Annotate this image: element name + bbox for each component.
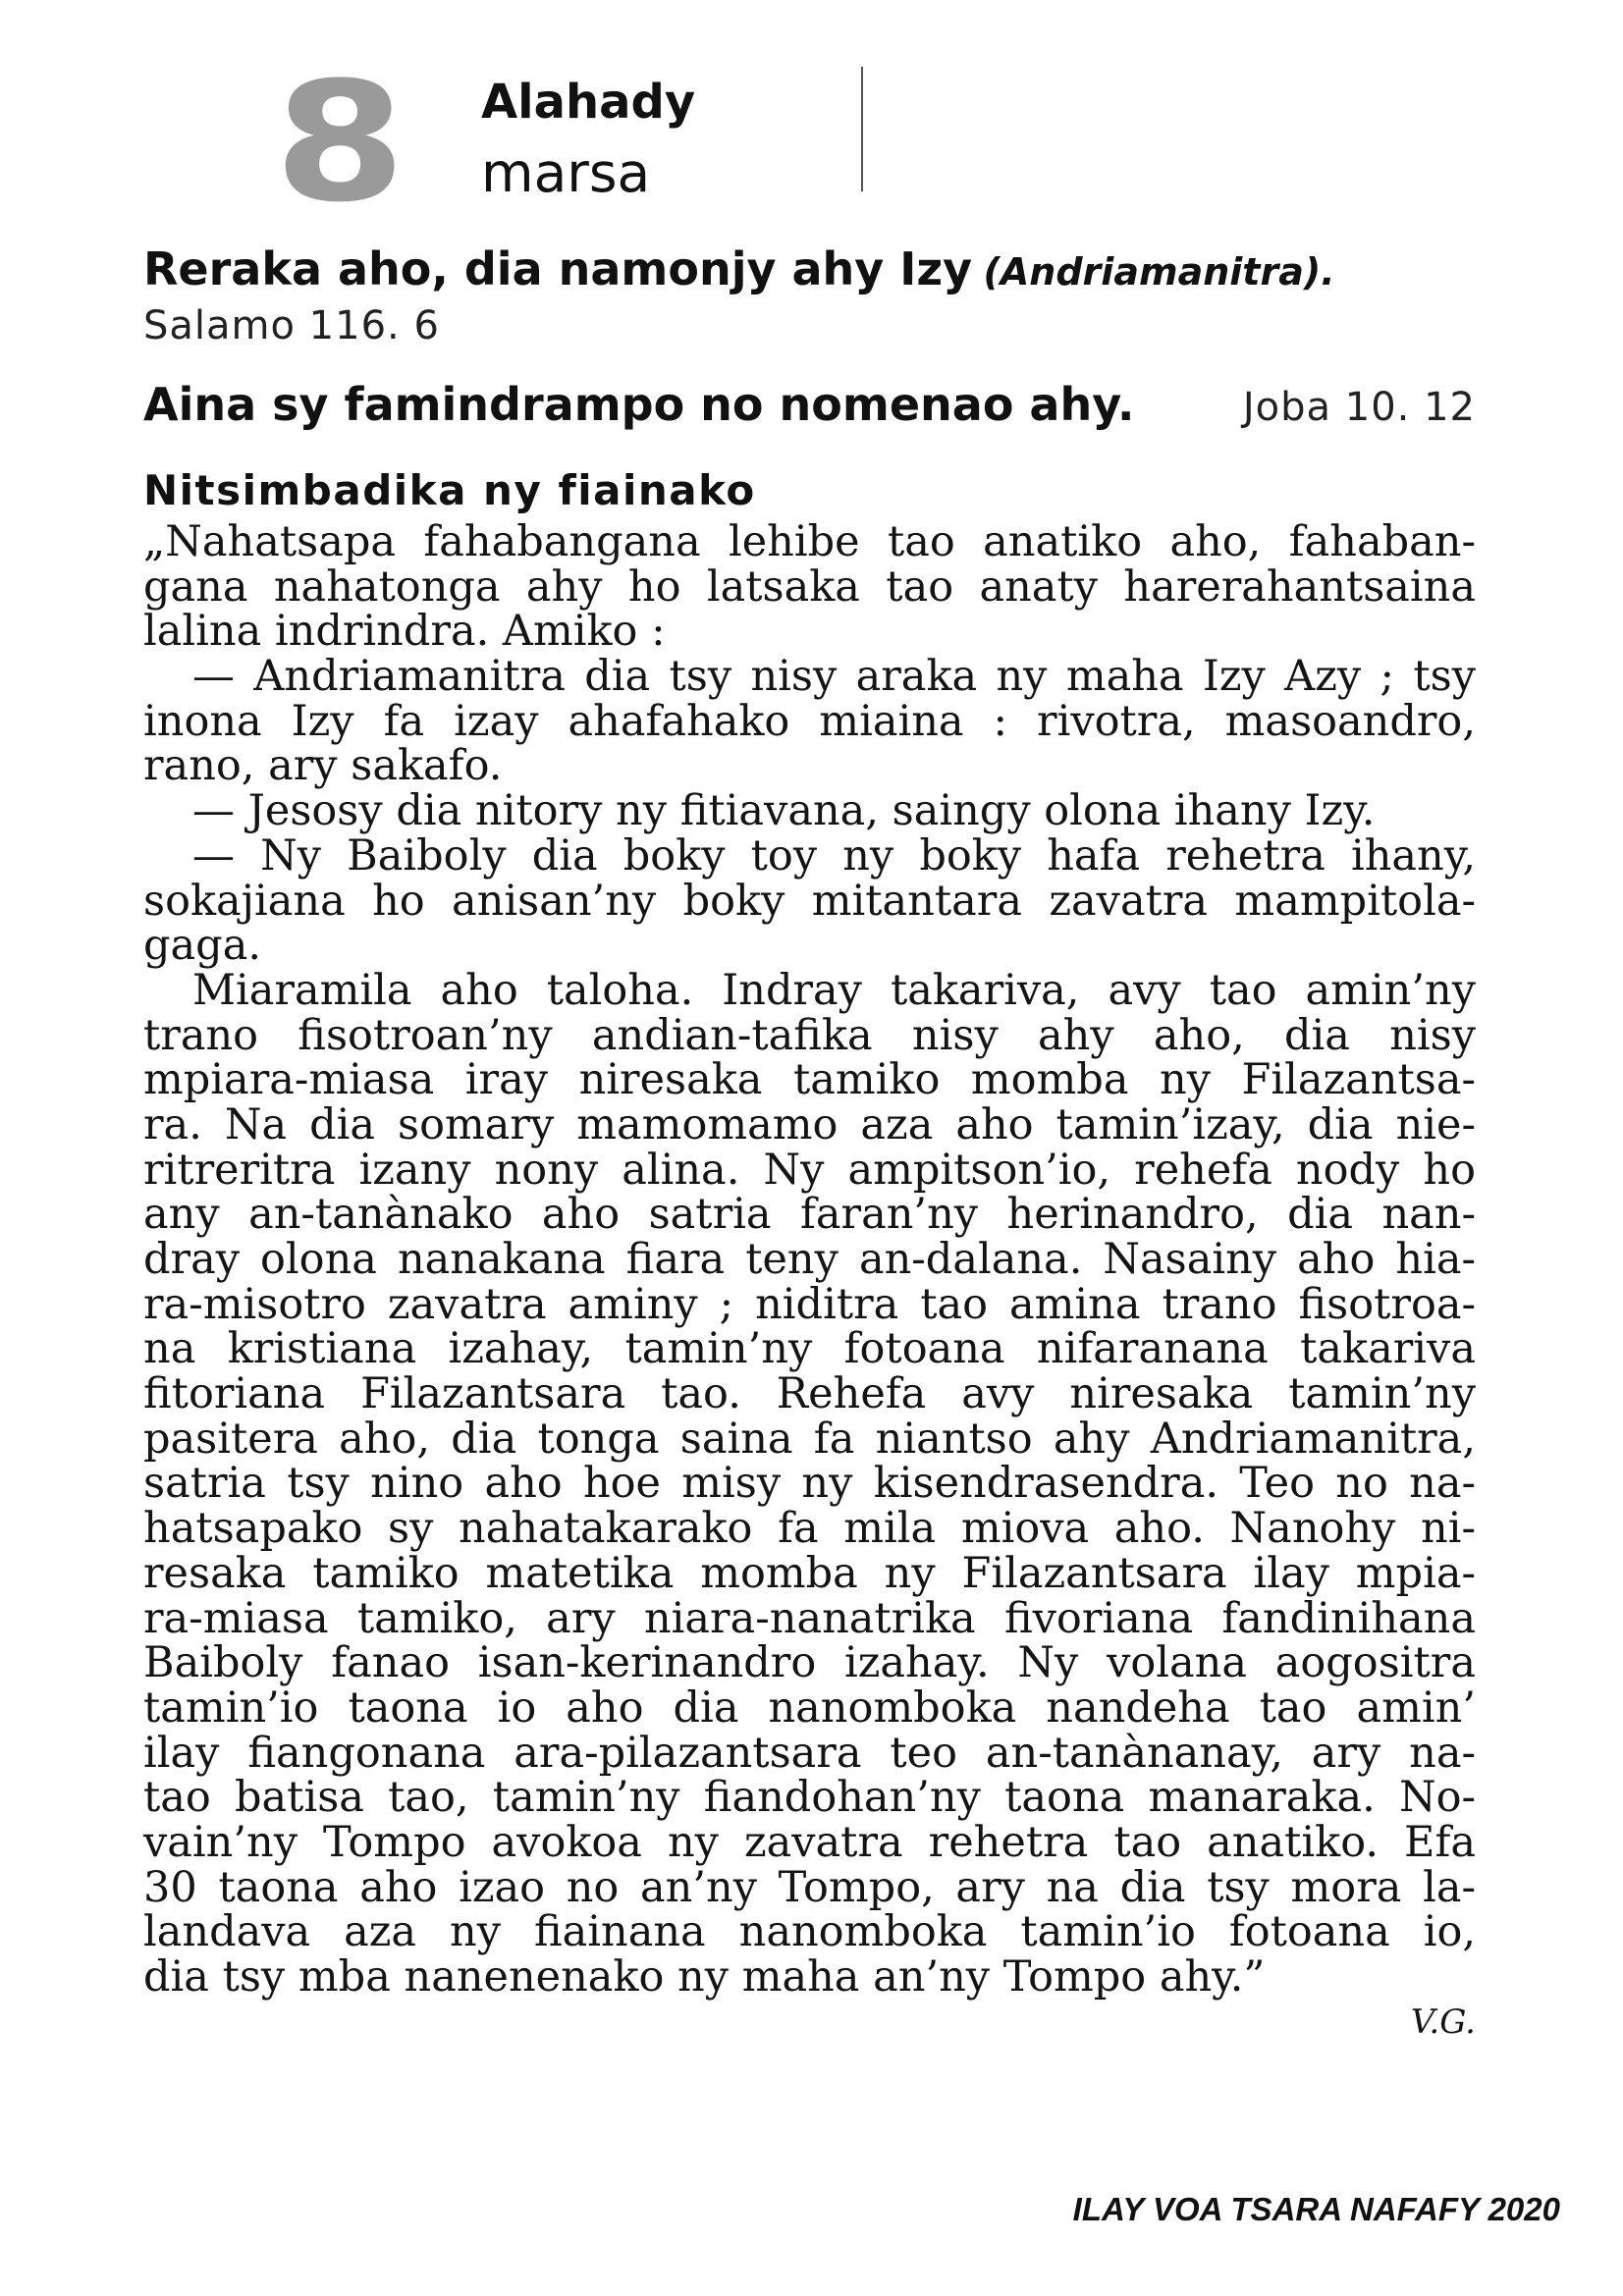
- second-verse: [143, 378, 1476, 431]
- article-line: trano fisotroan’ny andian-tafika nisy ahy aho, dia nisy: [143, 1010, 1476, 1060]
- article-line: tamin’io taona io aho dia nanomboka nandeha tao amin’: [143, 1682, 1476, 1733]
- article-line: ritreritra izany nony alina. Ny ampitson’io, rehefa nody ho: [143, 1145, 1476, 1195]
- article-line: Baiboly fanao isan-kerinandro izahay. Ny volana aogositra: [143, 1638, 1476, 1688]
- article-line: resaka tamiko matetika momba ny Filazantsara ilay mpia-: [143, 1548, 1476, 1598]
- article-line: mpiara-miasa iray niresaka tamiko momba ny Filazantsa-: [143, 1055, 1476, 1105]
- day-number: 8: [274, 46, 406, 239]
- article-line: 30 taona aho izao no an’ny Tompo, ary na dia tsy mora la-: [143, 1862, 1476, 1912]
- article-line: gana nahatonga ahy ho latsaka tao anaty harerahantsaina: [143, 561, 1476, 612]
- article-line: fitoriana Filazantsara tao. Rehefa avy niresaka tamin’ny: [143, 1369, 1476, 1419]
- article-line: ra-misotro zavatra aminy ; niditra tao amina trano fisotroa-: [143, 1279, 1476, 1329]
- month-label: marsa: [481, 141, 651, 204]
- second-verse-text: Aina sy famindrampo no nomenao ahy.: [143, 378, 1135, 431]
- weekday-label: Alahady: [481, 75, 696, 130]
- article-line: — Jesosy dia nitory ny fitiavana, saingy olona ihany Izy.: [192, 786, 1376, 836]
- article-line: na kristiana izahay, tamin’ny fotoana nifaranana takariva: [143, 1324, 1476, 1374]
- article-paragraph: [143, 517, 1476, 657]
- article-line: — Andriamanitra dia tsy nisy araka ny maha Izy Azy ; tsy: [192, 652, 1476, 702]
- verse-of-day-reference: Salamo 116. 6: [143, 303, 440, 348]
- article-line: dray olona nanakana fiara teny an-dalana. Nasainy aho hia-: [143, 1235, 1476, 1284]
- article-line: pasitera aho, dia tonga saina fa niantso ahy Andriamanitra,: [143, 1414, 1476, 1464]
- article-line: satria tsy nino aho hoe misy ny kisendrasendra. Teo no na-: [143, 1459, 1476, 1509]
- article-line: inona Izy fa izay ahafahako miaina : rivotra, masoandro,: [143, 696, 1476, 746]
- verse-of-day: [143, 242, 1476, 298]
- article-line: landava aza ny fiainana nanomboka tamin’io fotoana io,: [143, 1907, 1476, 1957]
- article-paragraph: [143, 830, 1476, 971]
- article-line: ra. Na dia somary mamomamo aza aho tamin’izay, dia nie-: [143, 1099, 1476, 1149]
- verse-of-day-text: Reraka aho, dia namonjy ahy Izy: [143, 242, 973, 295]
- article-line: gaga.: [143, 921, 261, 971]
- article-line: „Nahatsapa fahabangana lehibe tao anatiko aho, fahaban-: [143, 517, 1476, 566]
- article-line: rano, ary sakafo.: [143, 741, 503, 791]
- article-paragraph: [143, 965, 1476, 2002]
- article-line: ra-miasa tamiko, ary niara-nanatrika fivoriana fandinihana: [143, 1593, 1476, 1643]
- article-line: any an-tanànako aho satria faran’ny herinandro, dia nan-: [143, 1190, 1476, 1240]
- verse-of-day-emphasis: (Andriamanitra).: [983, 250, 1335, 294]
- article-line: Miaramila aho taloha. Indray takariva, avy tao amin’ny: [192, 965, 1476, 1015]
- article-line: vain’ny Tompo avokoa ny zavatra rehetra tao anatiko. Efa: [143, 1817, 1476, 1867]
- article-line: sokajiana ho anisan’ny boky mitantara zavatra mampitola-: [143, 876, 1476, 926]
- header-divider: [861, 67, 863, 191]
- article-line: tao batisa tao, tamin’ny fiandohan’ny taona manaraka. No-: [143, 1773, 1476, 1823]
- article-title: Nitsimbadika ny fiainako: [143, 466, 756, 514]
- article-line: ilay fiangonana ara-pilazantsara teo an-tanànanay, ary na-: [143, 1728, 1476, 1778]
- article-paragraph: [143, 786, 1476, 836]
- article-line: dia tsy mba nanenenako ny maha an’ny Tompo ahy.”: [143, 1952, 1266, 2002]
- article-line: lalina indrindra. Amiko :: [143, 607, 666, 657]
- second-verse-reference: Joba 10. 12: [1242, 385, 1476, 430]
- article-body: [143, 517, 1476, 2045]
- article-line: hatsapako sy nahatakarako fa mila miova aho. Nanohy ni-: [143, 1504, 1476, 1554]
- article-paragraph: [143, 652, 1476, 791]
- article-line: — Ny Baiboly dia boky toy ny boky hafa rehetra ihany,: [192, 830, 1476, 881]
- article-author: V.G.: [1410, 2002, 1476, 2042]
- publication-footer: ILAY VOA TSARA NAFAFY 2020: [1072, 2191, 1560, 2227]
